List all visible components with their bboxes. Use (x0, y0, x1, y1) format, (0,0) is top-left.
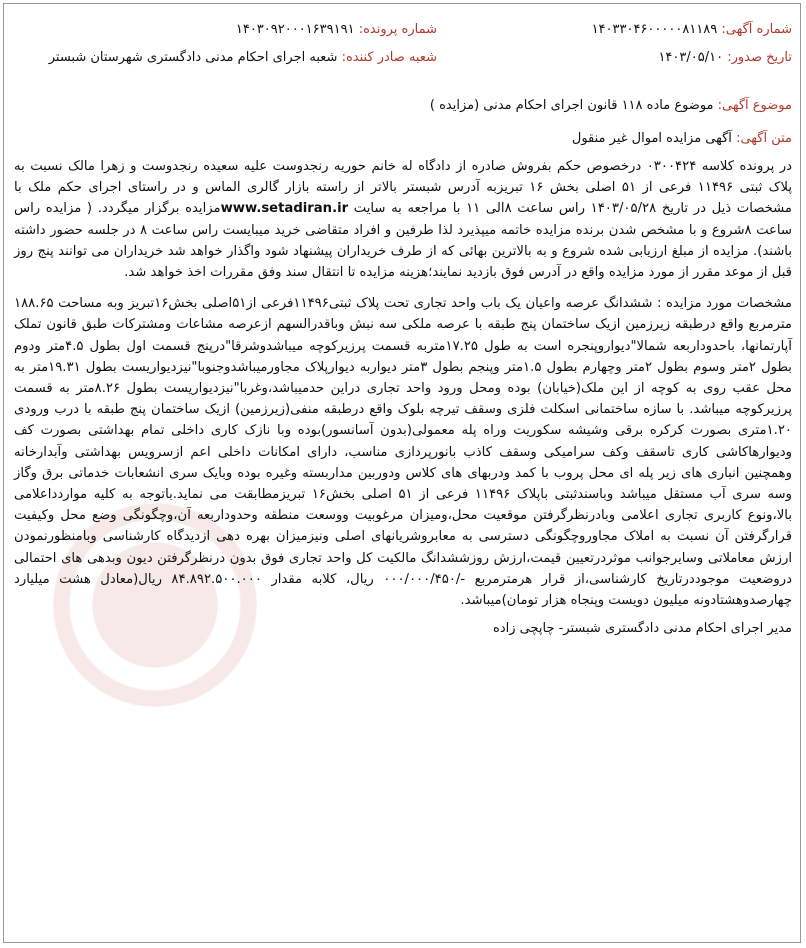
signature: مدیر اجرای احکام مدنی دادگستری شبستر- چاپچی زاده (493, 621, 792, 637)
paragraph-auction: در پرونده کلاسه ۰۳۰۰۴۲۴ درخصوص حکم بفروش صادره از دادگاه له خانم حوریه رنجدوست علیه سعیده رنجدوست و زهرا مالک نسبت به پلاک ثبتی ۱۱۴۹۶ فرعی از ۵۱ اصلی بخش ۱۶ تبریزبه آدرس شبستر بالاتر از راسته بازار گالری الماس و در راستای اجرای حکم ملک با مشخصات ذیل در تاریخ ۱۴۰۳/۰۵/۲۸ راس ساعت ۸الی ۱۱ با مراجعه به سایت www.setadiran.irمزایده برگزار میگردد. ( مزایده راس ساعت ۸شروع و با مشخص شدن برنده مزایده خاتمه میپذیرد لذا طرفین و افراد متقاضی خرید میبایست راس ساعت ۸ در جلسه حضور داشته باشند). مزایده از مبلغ ارزیابی شده شروع و به بالاترین بهائی که از طرف خریداران پیشنهاد شود واگذار خواهد شد خریداران می توانند پنج روز قبل از موعد مقرر از مورد مزایده واقع در آدرس فوق بازدید نمایند؛هزینه مزایده تا انتقال سند وفق مقررات اخذ خواهد شد. (14, 159, 792, 281)
notice-body (14, 156, 792, 611)
notice-content (14, 22, 792, 636)
header-row-2 (14, 50, 792, 78)
paragraph-property-specs: مشخصات مورد مزایده : ششدانگ عرصه واعیان یک باب واحد تجاری تحت پلاک ثبتی۱۱۴۹۶فرعی از۵۱اصلی بخش۱۶تبریز وبه مساحت ۱۸۸.۶۵ مترمربع واقع درطبقه زیرزمین ازیک ساختمان پنج طبقه با عرصه ملکی سه نبش وباقدرالسهم ازعرصه مشاعات ومشترکات طبق قانون تملک آپارتمانها، باحدوداربعه شمالا"دیواروپنجره است به طول ۱۷.۲۵متربه قسمت پرزیرکوچه میباشدوشرقا"درپنج قسمت اول بطول ۴.۵متر ودوم بطول ۲متر وسوم بطول ۲متر وچهارم بطول ۱.۵متر وپنجم بطول ۳متر دیواربه دیوارپلاک مجاورمیباشدوجنوبا"نیزدیواریست بطول ۱۹.۳۱متر به محل عقب روی به کوچه از این ملک(خیابان) بوده ومحل ورود واحد تجاری دراین حدمیباشد،وغربا"نیزدیواریست بطول ۸.۲۶متر به قسمت پرزیرکوچه میباشد. با سازه ساختمانی اسکلت فلزی وسقف تیرچه بلوک واقع درطبقه منفی(زیرزمین) ازیک ساختمان پنج طبقه با درب ورودی ۱.۲۰متری بصورت کرکره برقی وشیشه سکوریت وراه پله معمولی(بدون آسانسور)بوده وبا نازک کاری داخلی تمام بهداشتی بصورت کف ودیوارهاکاشی کاری تاسقف وکف سرامیکی وسقف کاذب بانورپردازی مناسب، دارای امکانات داخلی اعم ازسرویس بهداشتی وآبدارخانه وهمچنین انباری های زیر پله ای محل پروب با کمد ودربهای های کلاس ودوربین مداربسته وغیره بوده وبایک سری انشعابات خدماتی برق وگاز وسه سری آب مستقل میباشد وباسندثبتی باپلاک ۱۱۴۹۶ فرعی از ۵۱ اصلی بخش۱۶ تبریزمطابقت می نماید.باتوجه به کلیه مواردداعلامی بالا،ونوع کاربری تجاری اعلامی وبادرنظرگرفتن موقعیت محل،ومیزان مرغوبیت ووسعت منطقه وحدوداربعه آن،وچگونگی وضع محل وکیفیت قرارگرفتن آن نسبت به املاک مجاوروچگونگی دسترسی به معابروشریانهای اصلی ونیزمیزان بهره دهی ازدیدگاه کارشناسی وبامنظورنمودن ارزش معاملاتی وسایرجوانب موثردرتعیین قیمت،ارزش روزششدانگ مالکیت کل واحد تجاری فوق بدون درنظرگرفتن دیون وبدهی های احتمالی دروضعیت موجوددرتاریخ کارشناسی،از قرار هرمترمربع -/۰۰۰/۰۰۰/۴۵۰ ریال، کلابه مقدار ۸۴.۸۹۲.۵۰۰.۰۰۰ ریال(معادل هشت میلیارد چهارصدوهشتادونه میلیون دویست وپنجاه هزار تومان)میباشد. (14, 296, 793, 609)
header-row-1 (14, 22, 792, 50)
case-number: شماره پرونده: ۱۴۰۳۰۹۲۰۰۰۱۶۳۹۱۹۱ (235, 22, 437, 37)
notice-number: شماره آگهی: ۱۴۰۳۳۰۴۶۰۰۰۰۰۸۱۱۸۹ (591, 22, 792, 37)
subject: موضوع آگهی: موضوع ماده ۱۱۸ قانون اجرای احکام مدنی (مزایده ) (429, 98, 792, 113)
notice-title: متن آگهی: آگهی مزایده اموال غیر منقول (571, 131, 792, 146)
issue-date: تاریخ صدور: ۱۴۰۳/۰۵/۱۰ (658, 50, 792, 65)
auction-website: www.setadiran.ir (220, 201, 349, 217)
issuer: شعبه صادر کننده: شعبه اجرای احکام مدنی دادگستری شهرستان شبستر (48, 50, 437, 65)
